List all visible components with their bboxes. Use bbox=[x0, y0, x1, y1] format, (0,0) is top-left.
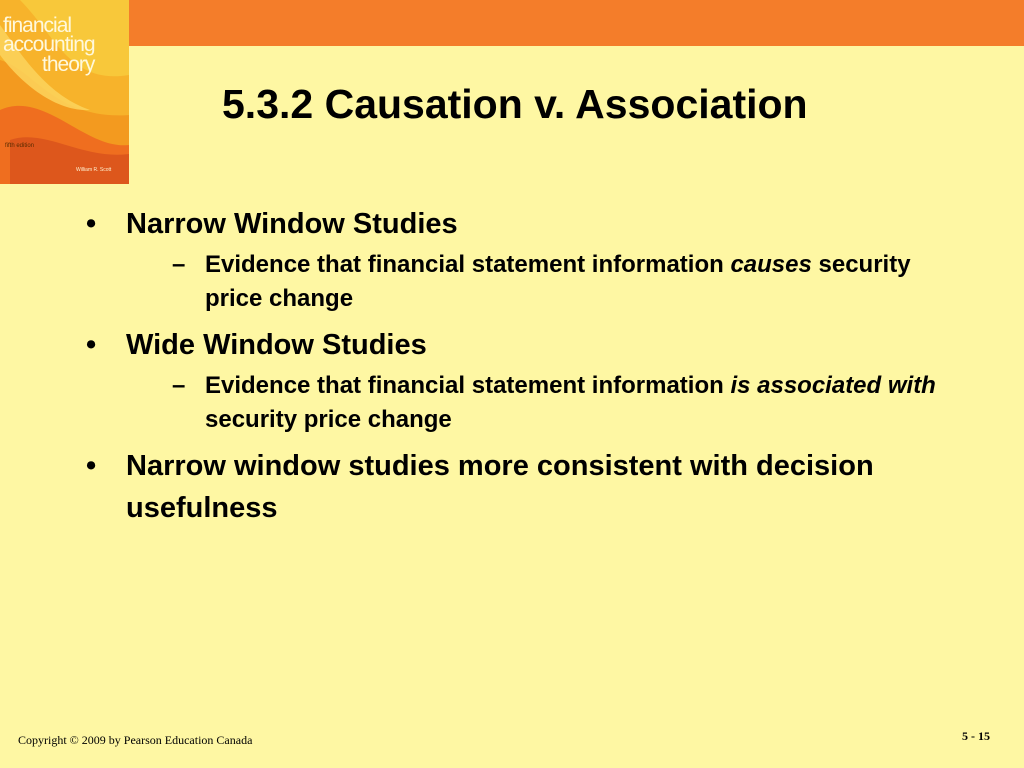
bullet-text: Narrow Window Studies bbox=[126, 208, 458, 240]
bullet-marker: • bbox=[86, 208, 97, 240]
sub-bullet-text-after: security price change bbox=[205, 406, 452, 433]
sub-bullet-emphasis: causes bbox=[730, 251, 812, 278]
bullet-item bbox=[84, 324, 944, 366]
sub-bullet-item bbox=[172, 369, 944, 437]
cover-title-line-1: financial bbox=[3, 14, 72, 37]
bullet-marker: • bbox=[86, 450, 97, 482]
sub-bullet-text-before: Evidence that financial statement information bbox=[205, 372, 731, 399]
bullet-text: Narrow window studies more consistent with decision usefulness bbox=[126, 450, 874, 524]
slide-title: 5.3.2 Causation v. Association bbox=[222, 81, 808, 127]
sub-bullet-emphasis: is associated with bbox=[730, 372, 936, 399]
slide-content bbox=[84, 203, 944, 529]
sub-bullet-text-before: Evidence that financial statement information bbox=[205, 251, 731, 278]
bullet-marker: • bbox=[86, 329, 97, 361]
bullet-text: Wide Window Studies bbox=[126, 329, 427, 361]
cover-title-line-2: accounting bbox=[3, 33, 95, 56]
book-cover-image bbox=[0, 0, 129, 184]
sub-bullet-item bbox=[172, 248, 944, 316]
bullet-item bbox=[84, 203, 944, 245]
bullet-item bbox=[84, 445, 944, 529]
cover-author: William R. Scott bbox=[76, 167, 112, 173]
cover-edition: fifth edition bbox=[5, 143, 35, 149]
cover-title-line-3: theory bbox=[42, 53, 95, 76]
top-accent-bar bbox=[0, 0, 1024, 46]
copyright-notice: Copyright © 2009 by Pearson Education Canada bbox=[18, 733, 253, 747]
sub-bullet-text-after: security price change bbox=[205, 251, 911, 312]
dash-marker: – bbox=[172, 372, 186, 399]
page-number: 5 - 15 bbox=[962, 729, 990, 743]
dash-marker: – bbox=[172, 251, 186, 278]
